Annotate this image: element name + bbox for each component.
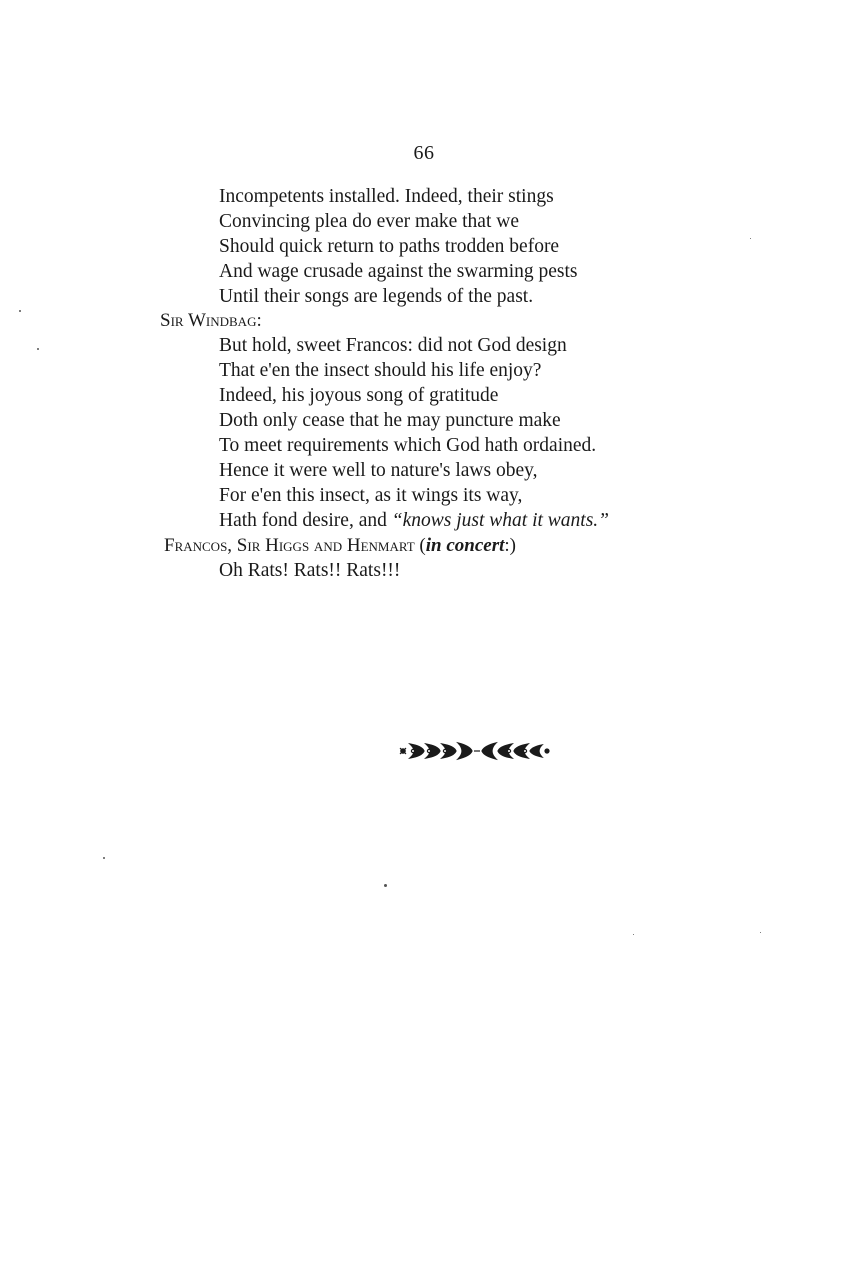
stage-direction-close: :) xyxy=(504,535,516,556)
closing-line: Oh Rats! Rats!! Rats!!! xyxy=(219,560,401,581)
stage-direction: in concert xyxy=(425,535,505,556)
paper-speck xyxy=(19,310,21,312)
paper-speck xyxy=(37,348,39,350)
speaker-group xyxy=(164,533,516,558)
verse-line: And wage crusade against the swarming pests xyxy=(219,261,578,282)
verse-line: Should quick return to paths trodden before xyxy=(219,236,560,257)
verse-line: Doth only cease that he may puncture make xyxy=(219,410,561,431)
verse-line: Indeed, his joyous song of gratitude xyxy=(219,385,499,406)
verse-line: Hence it were well to nature's laws obey, xyxy=(219,460,538,481)
verse-line: For e'en this insect, as it wings its way, xyxy=(219,485,523,506)
verse-line: Convincing plea do ever make that we xyxy=(219,211,519,232)
verse-line: But hold, sweet Francos: did not God design xyxy=(219,335,567,356)
verse-line-with-quote xyxy=(219,508,609,533)
quoted-phrase: “knows just what it wants.” xyxy=(391,510,610,531)
verse-line: Until their songs are legends of the past. xyxy=(219,286,534,307)
verse-line: That e'en the insect should his life enjoy? xyxy=(219,360,542,381)
paper-speck xyxy=(760,932,761,933)
paper-speck xyxy=(750,238,751,239)
floral-fleuron-ornament-icon xyxy=(396,738,552,764)
speaker-sir-windbag: Sir Windbag: xyxy=(160,310,262,331)
verse-line: To meet requirements which God hath ordained. xyxy=(219,435,597,456)
paper-speck xyxy=(384,884,387,887)
stage-direction-open: ( xyxy=(419,535,426,556)
verse-line-prefix: Hath fond desire, and xyxy=(219,510,392,531)
paper-speck xyxy=(633,934,634,935)
verse-line: Incompetents installed. Indeed, their stings xyxy=(219,186,554,207)
paper-speck xyxy=(103,857,105,859)
speaker-names: Francos, Sir Higgs and Henmart xyxy=(164,535,420,556)
page-number: 66 xyxy=(413,142,435,164)
